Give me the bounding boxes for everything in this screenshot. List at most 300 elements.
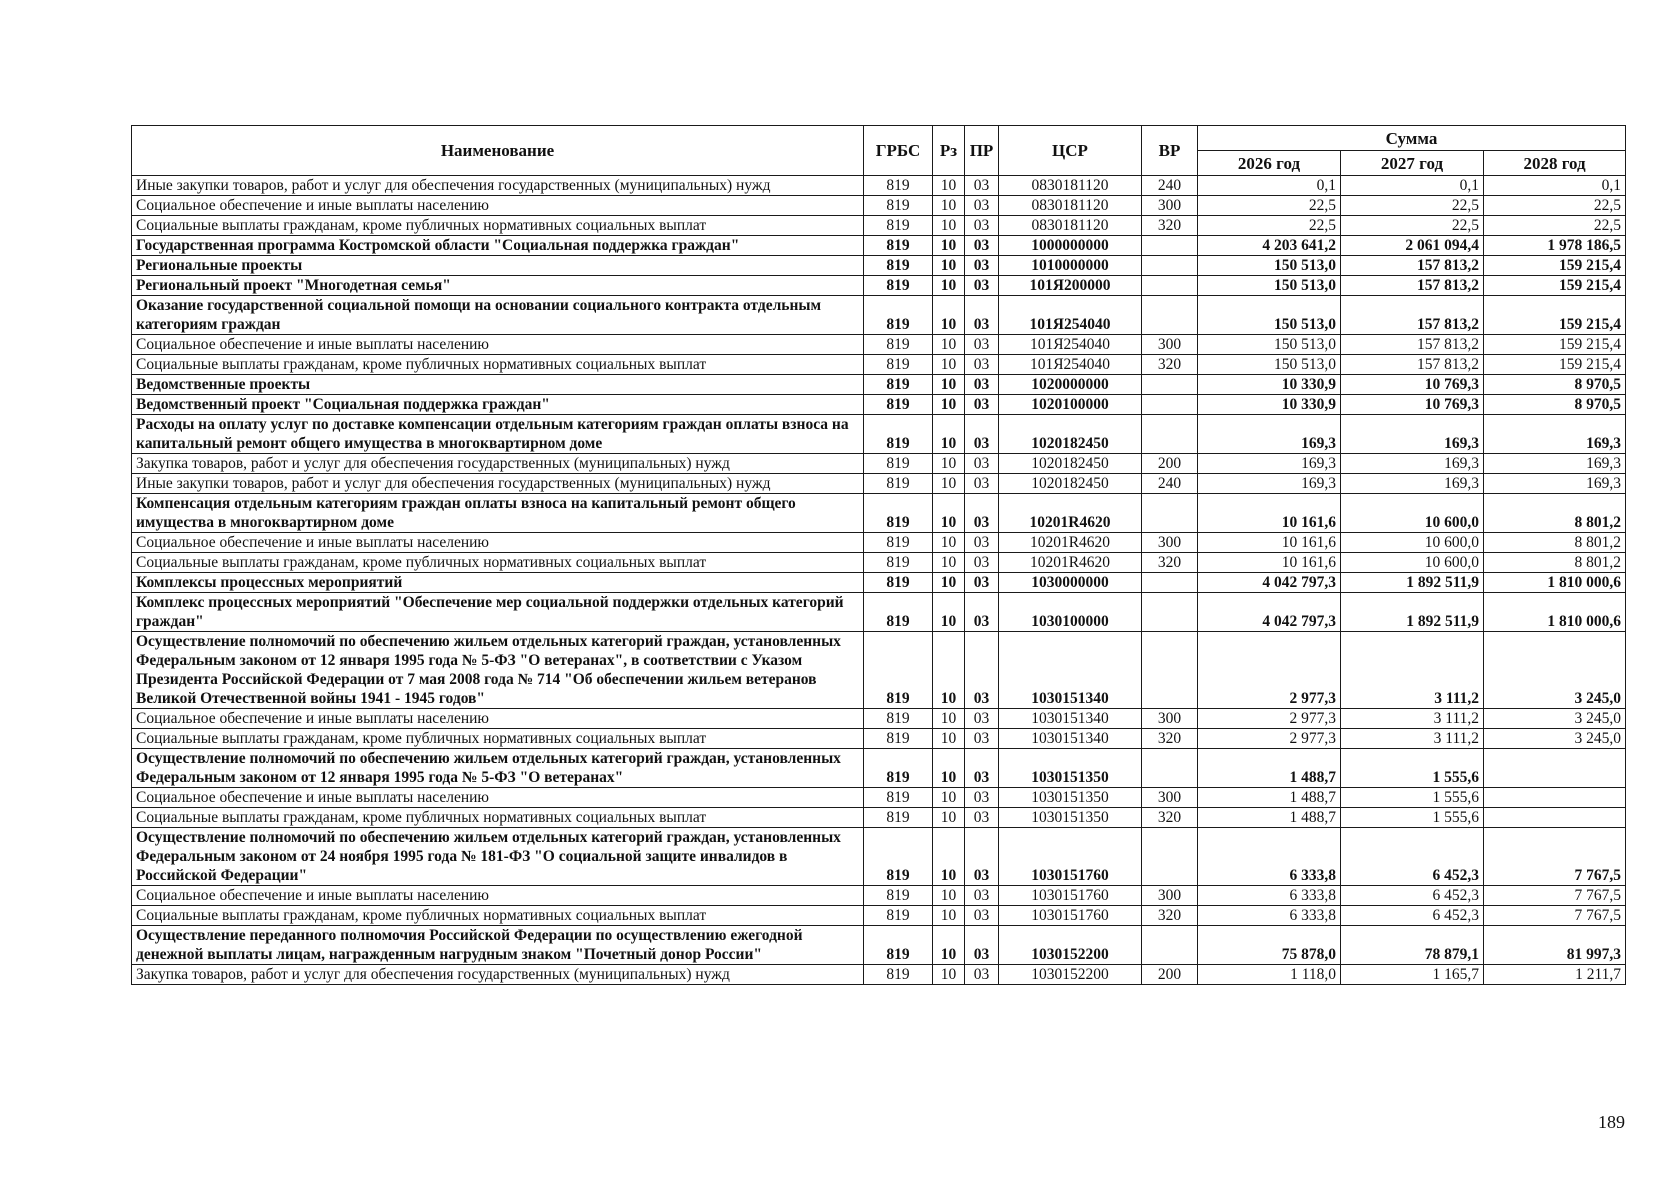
page-number: 189 (1598, 1112, 1625, 1132)
row-name-cell: Региональный проект "Многодетная семья" (132, 276, 864, 296)
amount-2028-cell: 7 767,5 (1484, 906, 1626, 926)
grbs-cell: 819 (864, 176, 933, 196)
amount-2026-cell: 1 488,7 (1198, 749, 1341, 788)
vr-cell: 320 (1142, 553, 1198, 573)
table-row (132, 709, 1626, 729)
row-name-cell: Социальные выплаты гражданам, кроме публичных нормативных социальных выплат (132, 553, 864, 573)
pr-cell: 03 (965, 474, 999, 494)
csr-cell: 1030152200 (999, 965, 1142, 985)
amount-2028-cell: 7 767,5 (1484, 828, 1626, 886)
amount-2028-cell (1484, 749, 1626, 788)
amount-2028-cell: 3 245,0 (1484, 632, 1626, 709)
vr-cell (1142, 573, 1198, 593)
rz-cell: 10 (933, 415, 965, 454)
amount-2028-cell: 8 801,2 (1484, 533, 1626, 553)
table-row (132, 236, 1626, 256)
amount-2026-cell: 169,3 (1198, 454, 1341, 474)
row-name-cell: Ведомственный проект "Социальная поддержка граждан" (132, 395, 864, 415)
csr-cell: 0830181120 (999, 196, 1142, 216)
amount-2028-cell: 81 997,3 (1484, 926, 1626, 965)
row-name-cell: Региональные проекты (132, 256, 864, 276)
rz-cell: 10 (933, 808, 965, 828)
csr-cell: 101Я254040 (999, 296, 1142, 335)
pr-cell: 03 (965, 788, 999, 808)
row-name-cell: Социальные выплаты гражданам, кроме публичных нормативных социальных выплат (132, 906, 864, 926)
amount-2027-cell: 22,5 (1341, 216, 1484, 236)
amount-2028-cell: 159 215,4 (1484, 335, 1626, 355)
vr-cell: 320 (1142, 808, 1198, 828)
vr-cell: 300 (1142, 335, 1198, 355)
csr-cell: 101Я200000 (999, 276, 1142, 296)
rz-cell: 10 (933, 335, 965, 355)
grbs-cell: 819 (864, 553, 933, 573)
amount-2028-cell: 8 970,5 (1484, 375, 1626, 395)
table-row (132, 749, 1626, 788)
row-name-cell: Ведомственные проекты (132, 375, 864, 395)
amount-2027-cell: 157 813,2 (1341, 256, 1484, 276)
amount-2027-cell: 169,3 (1341, 474, 1484, 494)
amount-2026-cell: 150 513,0 (1198, 276, 1341, 296)
grbs-cell: 819 (864, 494, 933, 533)
table-row (132, 808, 1626, 828)
row-name-cell: Социальное обеспечение и иные выплаты населению (132, 709, 864, 729)
rz-cell: 10 (933, 236, 965, 256)
csr-cell: 1030151760 (999, 906, 1142, 926)
header-year-2028: 2028 год (1484, 151, 1626, 176)
vr-cell (1142, 494, 1198, 533)
pr-cell: 03 (965, 236, 999, 256)
pr-cell: 03 (965, 808, 999, 828)
amount-2028-cell: 169,3 (1484, 474, 1626, 494)
amount-2027-cell: 6 452,3 (1341, 886, 1484, 906)
row-name-cell: Социальное обеспечение и иные выплаты населению (132, 335, 864, 355)
row-name-cell: Социальное обеспечение и иные выплаты населению (132, 196, 864, 216)
amount-2027-cell: 157 813,2 (1341, 335, 1484, 355)
vr-cell: 300 (1142, 709, 1198, 729)
amount-2026-cell: 2 977,3 (1198, 729, 1341, 749)
rz-cell: 10 (933, 395, 965, 415)
grbs-cell: 819 (864, 375, 933, 395)
vr-cell (1142, 926, 1198, 965)
row-name-cell: Осуществление полномочий по обеспечению жильем отдельных категорий граждан, установленных Федеральным законом от 12 января 1995 года № 5-ФЗ "О ветеранах", в соответствии с Указом Президента Российской Федерации от 7 мая 2008 года № 714 "Об обеспечении жильем ветеранов Великой Отечественной войны 1941 - 1945 годов" (132, 632, 864, 709)
amount-2027-cell: 10 600,0 (1341, 553, 1484, 573)
table-row (132, 828, 1626, 886)
amount-2026-cell: 1 118,0 (1198, 965, 1341, 985)
amount-2028-cell: 8 801,2 (1484, 494, 1626, 533)
row-name-cell: Социальное обеспечение и иные выплаты населению (132, 886, 864, 906)
grbs-cell: 819 (864, 886, 933, 906)
csr-cell: 1030151350 (999, 788, 1142, 808)
amount-2028-cell: 22,5 (1484, 216, 1626, 236)
vr-cell: 320 (1142, 355, 1198, 375)
header-csr: ЦСР (999, 126, 1142, 176)
vr-cell: 320 (1142, 729, 1198, 749)
vr-cell: 240 (1142, 176, 1198, 196)
amount-2028-cell: 0,1 (1484, 176, 1626, 196)
csr-cell: 1030100000 (999, 593, 1142, 632)
rz-cell: 10 (933, 533, 965, 553)
vr-cell: 300 (1142, 886, 1198, 906)
amount-2026-cell: 4 042 797,3 (1198, 593, 1341, 632)
amount-2027-cell: 1 555,6 (1341, 788, 1484, 808)
csr-cell: 1030151340 (999, 729, 1142, 749)
pr-cell: 03 (965, 573, 999, 593)
row-name-cell: Социальные выплаты гражданам, кроме публичных нормативных социальных выплат (132, 729, 864, 749)
csr-cell: 1030152200 (999, 926, 1142, 965)
rz-cell: 10 (933, 729, 965, 749)
csr-cell: 1020100000 (999, 395, 1142, 415)
csr-cell: 1020182450 (999, 474, 1142, 494)
grbs-cell: 819 (864, 256, 933, 276)
row-name-cell: Осуществление переданного полномочия Российской Федерации по осуществлению ежегодной денежной выплаты лицам, награжденным нагрудным знаком "Почетный донор России" (132, 926, 864, 965)
rz-cell: 10 (933, 454, 965, 474)
amount-2028-cell: 169,3 (1484, 415, 1626, 454)
csr-cell: 1010000000 (999, 256, 1142, 276)
amount-2028-cell: 169,3 (1484, 454, 1626, 474)
rz-cell: 10 (933, 886, 965, 906)
header-pr: ПР (965, 126, 999, 176)
pr-cell: 03 (965, 709, 999, 729)
table-row (132, 926, 1626, 965)
amount-2027-cell: 3 111,2 (1341, 709, 1484, 729)
row-name-cell: Социальные выплаты гражданам, кроме публичных нормативных социальных выплат (132, 355, 864, 375)
header-name: Наименование (132, 126, 864, 176)
grbs-cell: 819 (864, 926, 933, 965)
rz-cell: 10 (933, 296, 965, 335)
vr-cell (1142, 415, 1198, 454)
amount-2026-cell: 4 042 797,3 (1198, 573, 1341, 593)
table-row (132, 729, 1626, 749)
pr-cell: 03 (965, 454, 999, 474)
vr-cell (1142, 632, 1198, 709)
amount-2026-cell: 10 161,6 (1198, 533, 1341, 553)
amount-2027-cell: 10 600,0 (1341, 494, 1484, 533)
header-sum: Сумма (1198, 126, 1626, 151)
table-row (132, 593, 1626, 632)
csr-cell: 1020182450 (999, 454, 1142, 474)
pr-cell: 03 (965, 176, 999, 196)
amount-2027-cell: 6 452,3 (1341, 906, 1484, 926)
grbs-cell: 819 (864, 415, 933, 454)
amount-2028-cell: 1 810 000,6 (1484, 593, 1626, 632)
pr-cell: 03 (965, 375, 999, 395)
rz-cell: 10 (933, 375, 965, 395)
grbs-cell: 819 (864, 729, 933, 749)
pr-cell: 03 (965, 729, 999, 749)
amount-2026-cell: 2 977,3 (1198, 709, 1341, 729)
amount-2027-cell: 1 165,7 (1341, 965, 1484, 985)
table-row (132, 906, 1626, 926)
table-row (132, 276, 1626, 296)
csr-cell: 10201R4620 (999, 533, 1142, 553)
row-name-cell: Иные закупки товаров, работ и услуг для обеспечения государственных (муниципальных) нужд (132, 176, 864, 196)
header-year-2026: 2026 год (1198, 151, 1341, 176)
pr-cell: 03 (965, 355, 999, 375)
amount-2026-cell: 2 977,3 (1198, 632, 1341, 709)
vr-cell: 320 (1142, 216, 1198, 236)
vr-cell: 300 (1142, 788, 1198, 808)
amount-2027-cell: 6 452,3 (1341, 828, 1484, 886)
amount-2026-cell: 150 513,0 (1198, 355, 1341, 375)
row-name-cell: Комплекс процессных мероприятий "Обеспечение мер социальной поддержки отдельных категорий граждан" (132, 593, 864, 632)
pr-cell: 03 (965, 296, 999, 335)
table-row (132, 355, 1626, 375)
amount-2028-cell: 159 215,4 (1484, 296, 1626, 335)
grbs-cell: 819 (864, 454, 933, 474)
csr-cell: 101Я254040 (999, 355, 1142, 375)
amount-2027-cell: 3 111,2 (1341, 729, 1484, 749)
header-year-2027: 2027 год (1341, 151, 1484, 176)
amount-2026-cell: 150 513,0 (1198, 256, 1341, 276)
csr-cell: 1030151760 (999, 886, 1142, 906)
row-name-cell: Компенсация отдельным категориям граждан оплаты взноса на капитальный ремонт общего имущества в многоквартирном доме (132, 494, 864, 533)
table-row (132, 632, 1626, 709)
grbs-cell: 819 (864, 573, 933, 593)
grbs-cell: 819 (864, 216, 933, 236)
amount-2027-cell: 157 813,2 (1341, 355, 1484, 375)
amount-2028-cell (1484, 788, 1626, 808)
row-name-cell: Социальные выплаты гражданам, кроме публичных нормативных социальных выплат (132, 808, 864, 828)
amount-2028-cell: 22,5 (1484, 196, 1626, 216)
pr-cell: 03 (965, 256, 999, 276)
row-name-cell: Расходы на оплату услуг по доставке компенсации отдельным категориям граждан оплаты взноса на капитальный ремонт общего имущества в многоквартирном доме (132, 415, 864, 454)
table-row (132, 474, 1626, 494)
amount-2026-cell: 4 203 641,2 (1198, 236, 1341, 256)
table-row (132, 965, 1626, 985)
csr-cell: 0830181120 (999, 176, 1142, 196)
amount-2027-cell: 10 769,3 (1341, 375, 1484, 395)
rz-cell: 10 (933, 196, 965, 216)
amount-2028-cell: 3 245,0 (1484, 709, 1626, 729)
grbs-cell: 819 (864, 276, 933, 296)
table-row (132, 494, 1626, 533)
csr-cell: 0830181120 (999, 216, 1142, 236)
table-row (132, 573, 1626, 593)
pr-cell: 03 (965, 926, 999, 965)
row-name-cell: Закупка товаров, работ и услуг для обеспечения государственных (муниципальных) нужд (132, 965, 864, 985)
row-name-cell: Оказание государственной социальной помощи на основании социального контракта отдельным категориям граждан (132, 296, 864, 335)
csr-cell: 1030151340 (999, 632, 1142, 709)
row-name-cell: Иные закупки товаров, работ и услуг для обеспечения государственных (муниципальных) нужд (132, 474, 864, 494)
amount-2027-cell: 1 555,6 (1341, 808, 1484, 828)
amount-2026-cell: 10 161,6 (1198, 494, 1341, 533)
amount-2026-cell: 6 333,8 (1198, 886, 1341, 906)
pr-cell: 03 (965, 196, 999, 216)
vr-cell: 300 (1142, 533, 1198, 553)
amount-2028-cell (1484, 808, 1626, 828)
row-name-cell: Комплексы процессных мероприятий (132, 573, 864, 593)
rz-cell: 10 (933, 573, 965, 593)
table-row (132, 533, 1626, 553)
amount-2028-cell: 159 215,4 (1484, 355, 1626, 375)
amount-2027-cell: 2 061 094,4 (1341, 236, 1484, 256)
amount-2028-cell: 7 767,5 (1484, 886, 1626, 906)
rz-cell: 10 (933, 355, 965, 375)
csr-cell: 1030151340 (999, 709, 1142, 729)
grbs-cell: 819 (864, 632, 933, 709)
amount-2027-cell: 3 111,2 (1341, 632, 1484, 709)
vr-cell (1142, 593, 1198, 632)
table-row (132, 553, 1626, 573)
table-row (132, 176, 1626, 196)
header-rz: Рз (933, 126, 965, 176)
pr-cell: 03 (965, 335, 999, 355)
rz-cell: 10 (933, 276, 965, 296)
pr-cell: 03 (965, 415, 999, 454)
amount-2028-cell: 8 970,5 (1484, 395, 1626, 415)
amount-2028-cell: 1 810 000,6 (1484, 573, 1626, 593)
pr-cell: 03 (965, 276, 999, 296)
pr-cell: 03 (965, 886, 999, 906)
csr-cell: 1030151760 (999, 828, 1142, 886)
grbs-cell: 819 (864, 196, 933, 216)
csr-cell: 10201R4620 (999, 553, 1142, 573)
rz-cell: 10 (933, 788, 965, 808)
rz-cell: 10 (933, 474, 965, 494)
pr-cell: 03 (965, 828, 999, 886)
amount-2028-cell: 1 978 186,5 (1484, 236, 1626, 256)
row-name-cell: Закупка товаров, работ и услуг для обеспечения государственных (муниципальных) нужд (132, 454, 864, 474)
rz-cell: 10 (933, 749, 965, 788)
pr-cell: 03 (965, 593, 999, 632)
amount-2027-cell: 1 892 511,9 (1341, 573, 1484, 593)
table-row (132, 196, 1626, 216)
amount-2026-cell: 10 330,9 (1198, 375, 1341, 395)
rz-cell: 10 (933, 216, 965, 236)
amount-2027-cell: 1 555,6 (1341, 749, 1484, 788)
grbs-cell: 819 (864, 788, 933, 808)
amount-2027-cell: 157 813,2 (1341, 276, 1484, 296)
grbs-cell: 819 (864, 236, 933, 256)
amount-2026-cell: 169,3 (1198, 415, 1341, 454)
rz-cell: 10 (933, 494, 965, 533)
table-row (132, 375, 1626, 395)
table-row (132, 216, 1626, 236)
header-grbs: ГРБС (864, 126, 933, 176)
amount-2026-cell: 1 488,7 (1198, 808, 1341, 828)
rz-cell: 10 (933, 906, 965, 926)
amount-2028-cell: 159 215,4 (1484, 256, 1626, 276)
row-name-cell: Осуществление полномочий по обеспечению жильем отдельных категорий граждан, установленных Федеральным законом от 24 ноября 1995 года № 181-ФЗ "О социальной защите инвалидов в Российской Федерации" (132, 828, 864, 886)
rz-cell: 10 (933, 553, 965, 573)
amount-2028-cell: 3 245,0 (1484, 729, 1626, 749)
table-row (132, 886, 1626, 906)
grbs-cell: 819 (864, 965, 933, 985)
vr-cell (1142, 256, 1198, 276)
budget-table (131, 125, 1626, 985)
row-name-cell: Социальные выплаты гражданам, кроме публичных нормативных социальных выплат (132, 216, 864, 236)
amount-2027-cell: 22,5 (1341, 196, 1484, 216)
vr-cell (1142, 749, 1198, 788)
csr-cell: 1030151350 (999, 808, 1142, 828)
csr-cell: 1030000000 (999, 573, 1142, 593)
vr-cell: 200 (1142, 965, 1198, 985)
rz-cell: 10 (933, 709, 965, 729)
amount-2026-cell: 1 488,7 (1198, 788, 1341, 808)
csr-cell: 1020182450 (999, 415, 1142, 454)
amount-2027-cell: 157 813,2 (1341, 296, 1484, 335)
vr-cell (1142, 395, 1198, 415)
header-row-top (132, 126, 1626, 151)
vr-cell: 200 (1142, 454, 1198, 474)
amount-2026-cell: 6 333,8 (1198, 828, 1341, 886)
amount-2026-cell: 22,5 (1198, 216, 1341, 236)
amount-2028-cell: 1 211,7 (1484, 965, 1626, 985)
pr-cell: 03 (965, 395, 999, 415)
grbs-cell: 819 (864, 335, 933, 355)
pr-cell: 03 (965, 533, 999, 553)
row-name-cell: Государственная программа Костромской области "Социальная поддержка граждан" (132, 236, 864, 256)
amount-2028-cell: 159 215,4 (1484, 276, 1626, 296)
amount-2027-cell: 10 600,0 (1341, 533, 1484, 553)
row-name-cell: Социальное обеспечение и иные выплаты населению (132, 788, 864, 808)
pr-cell: 03 (965, 906, 999, 926)
header-vr: ВР (1142, 126, 1198, 176)
csr-cell: 1030151350 (999, 749, 1142, 788)
amount-2026-cell: 150 513,0 (1198, 296, 1341, 335)
rz-cell: 10 (933, 176, 965, 196)
table-row (132, 415, 1626, 454)
amount-2027-cell: 169,3 (1341, 454, 1484, 474)
grbs-cell: 819 (864, 593, 933, 632)
csr-cell: 1020000000 (999, 375, 1142, 395)
table-row (132, 296, 1626, 335)
amount-2026-cell: 6 333,8 (1198, 906, 1341, 926)
rz-cell: 10 (933, 828, 965, 886)
table-row (132, 256, 1626, 276)
pr-cell: 03 (965, 216, 999, 236)
vr-cell (1142, 828, 1198, 886)
vr-cell: 240 (1142, 474, 1198, 494)
grbs-cell: 819 (864, 296, 933, 335)
grbs-cell: 819 (864, 395, 933, 415)
amount-2026-cell: 10 330,9 (1198, 395, 1341, 415)
grbs-cell: 819 (864, 828, 933, 886)
vr-cell: 320 (1142, 906, 1198, 926)
csr-cell: 101Я254040 (999, 335, 1142, 355)
rz-cell: 10 (933, 926, 965, 965)
amount-2026-cell: 169,3 (1198, 474, 1341, 494)
amount-2026-cell: 0,1 (1198, 176, 1341, 196)
pr-cell: 03 (965, 965, 999, 985)
amount-2027-cell: 78 879,1 (1341, 926, 1484, 965)
amount-2026-cell: 75 878,0 (1198, 926, 1341, 965)
table-row (132, 788, 1626, 808)
amount-2026-cell: 150 513,0 (1198, 335, 1341, 355)
grbs-cell: 819 (864, 906, 933, 926)
amount-2027-cell: 169,3 (1341, 415, 1484, 454)
vr-cell (1142, 296, 1198, 335)
grbs-cell: 819 (864, 533, 933, 553)
row-name-cell: Социальное обеспечение и иные выплаты населению (132, 533, 864, 553)
pr-cell: 03 (965, 749, 999, 788)
table-row (132, 454, 1626, 474)
grbs-cell: 819 (864, 474, 933, 494)
grbs-cell: 819 (864, 709, 933, 729)
csr-cell: 1000000000 (999, 236, 1142, 256)
pr-cell: 03 (965, 632, 999, 709)
amount-2027-cell: 1 892 511,9 (1341, 593, 1484, 632)
rz-cell: 10 (933, 593, 965, 632)
table-row (132, 395, 1626, 415)
rz-cell: 10 (933, 632, 965, 709)
grbs-cell: 819 (864, 355, 933, 375)
rz-cell: 10 (933, 256, 965, 276)
vr-cell (1142, 236, 1198, 256)
grbs-cell: 819 (864, 808, 933, 828)
rz-cell: 10 (933, 965, 965, 985)
amount-2027-cell: 10 769,3 (1341, 395, 1484, 415)
